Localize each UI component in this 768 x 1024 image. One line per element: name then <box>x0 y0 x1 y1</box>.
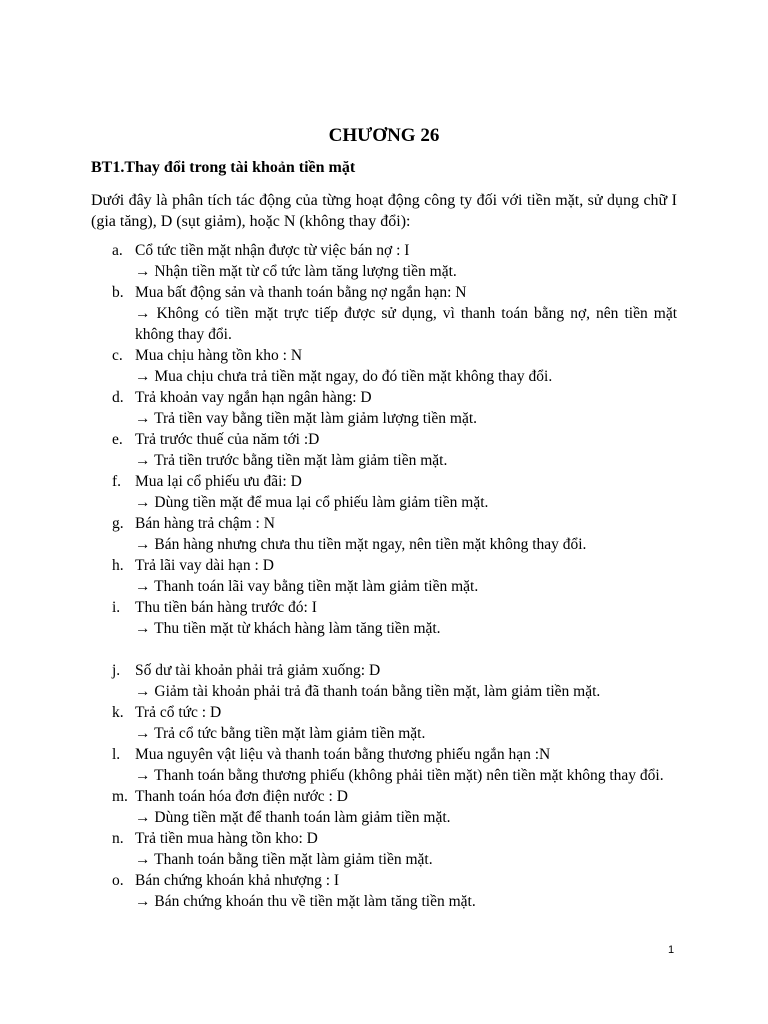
item-text: Bán chứng khoán khả nhượng : I <box>135 872 340 889</box>
list-item-g <box>91 513 677 555</box>
list-item-a <box>91 240 677 282</box>
item-text: Mua nguyên vật liệu và thanh toán bằng thương phiếu ngắn hạn :N <box>135 746 551 763</box>
list-item-k <box>91 702 677 744</box>
item-note: → Nhận tiền mặt từ cổ tức làm tăng lượng tiền mặt. <box>135 263 457 280</box>
item-text: Trả lãi vay dài hạn : D <box>135 557 274 574</box>
item-letter: a. <box>112 242 123 259</box>
item-text: Mua bất động sản và thanh toán bằng nợ ngắn hạn: N <box>135 284 467 301</box>
list-item-i <box>91 597 677 639</box>
item-note: → Thanh toán bằng tiền mặt làm giảm tiền mặt. <box>135 851 433 868</box>
item-text: Thu tiền bán hàng trước đó: I <box>135 599 317 616</box>
list-item-o <box>91 870 677 912</box>
list-item-h <box>91 555 677 597</box>
list-item-d <box>91 387 677 429</box>
item-letter: j. <box>112 662 121 679</box>
item-text: Trả khoản vay ngắn hạn ngân hàng: D <box>135 389 372 406</box>
chapter-title: CHƯƠNG 26 <box>328 125 440 146</box>
item-letter: g. <box>112 515 124 532</box>
item-text: Mua lại cổ phiếu ưu đãi: D <box>135 473 302 490</box>
item-text: Cổ tức tiền mặt nhận được từ việc bán nợ : I <box>135 242 410 259</box>
list-item-b <box>91 282 677 345</box>
list-item-n <box>91 828 677 870</box>
item-text: Trả tiền mua hàng tồn kho: D <box>135 830 318 847</box>
intro-paragraph: Dưới đây là phân tích tác động của từng hoạt động công ty đối với tiền mặt, sử dụng chữ I (gia tăng), D (sụt giảm), hoặc N (không thay đổi): <box>91 192 677 230</box>
item-note: → Thu tiền mặt từ khách hàng làm tăng tiền mặt. <box>135 620 441 637</box>
item-text: Số dư tài khoản phải trả giảm xuống: D <box>135 662 381 679</box>
item-note: → Dùng tiền mặt để thanh toán làm giảm tiền mặt. <box>135 809 451 826</box>
item-letter: b. <box>112 284 124 301</box>
item-letter: k. <box>112 704 124 721</box>
item-letter: h. <box>112 557 124 574</box>
item-text: Thanh toán hóa đơn điện nước : D <box>135 788 348 805</box>
item-letter: d. <box>112 389 124 406</box>
exercise-heading: BT1.Thay đổi trong tài khoản tiền mặt <box>91 159 356 176</box>
item-letter: f. <box>112 473 122 490</box>
list-item-m <box>91 786 677 828</box>
item-note: → Bán chứng khoán thu về tiền mặt làm tăng tiền mặt. <box>135 893 476 910</box>
item-text: Trả cổ tức : D <box>135 704 222 721</box>
item-note: → Không có tiền mặt trực tiếp được sử dụng, vì thanh toán bằng nợ, nên tiền mặt không thay đổi. <box>135 305 677 343</box>
item-note: → Thanh toán lãi vay bằng tiền mặt làm giảm tiền mặt. <box>135 578 479 595</box>
list-item-f <box>91 471 677 513</box>
list-item-l <box>91 744 677 786</box>
list-item-e <box>91 429 677 471</box>
item-note: → Thanh toán bằng thương phiếu (không phải tiền mặt) nên tiền mặt không thay đổi. <box>135 767 664 784</box>
item-letter: n. <box>112 830 124 847</box>
item-note: → Giảm tài khoản phải trả đã thanh toán bằng tiền mặt, làm giảm tiền mặt. <box>135 683 601 700</box>
item-letter: m. <box>112 788 128 805</box>
list-item-j <box>91 660 677 702</box>
item-note: → Trả tiền vay bằng tiền mặt làm giảm lượng tiền mặt. <box>135 410 478 427</box>
item-note: → Dùng tiền mặt để mua lại cổ phiếu làm giảm tiền mặt. <box>135 494 489 511</box>
item-letter: e. <box>112 431 123 448</box>
item-text: Bán hàng trả chậm : N <box>135 515 275 532</box>
item-letter: o. <box>112 872 124 889</box>
item-note: → Bán hàng nhưng chưa thu tiền mặt ngay, nên tiền mặt không thay đổi. <box>135 536 587 553</box>
item-note: → Trả cổ tức bằng tiền mặt làm giảm tiền mặt. <box>135 725 426 742</box>
item-note: → Trả tiền trước bằng tiền mặt làm giảm tiền mặt. <box>135 452 448 469</box>
list-item-c <box>91 345 677 387</box>
page-number: 1 <box>668 944 675 956</box>
item-letter: c. <box>112 347 123 364</box>
item-letter: l. <box>112 746 121 763</box>
item-letter: i. <box>112 599 121 616</box>
answer-list <box>91 240 677 912</box>
item-text: Trả trước thuế của năm tới :D <box>135 431 320 448</box>
item-text: Mua chịu hàng tồn kho : N <box>135 347 303 364</box>
item-note: → Mua chịu chưa trả tiền mặt ngay, do đó tiền mặt không thay đổi. <box>135 368 553 385</box>
